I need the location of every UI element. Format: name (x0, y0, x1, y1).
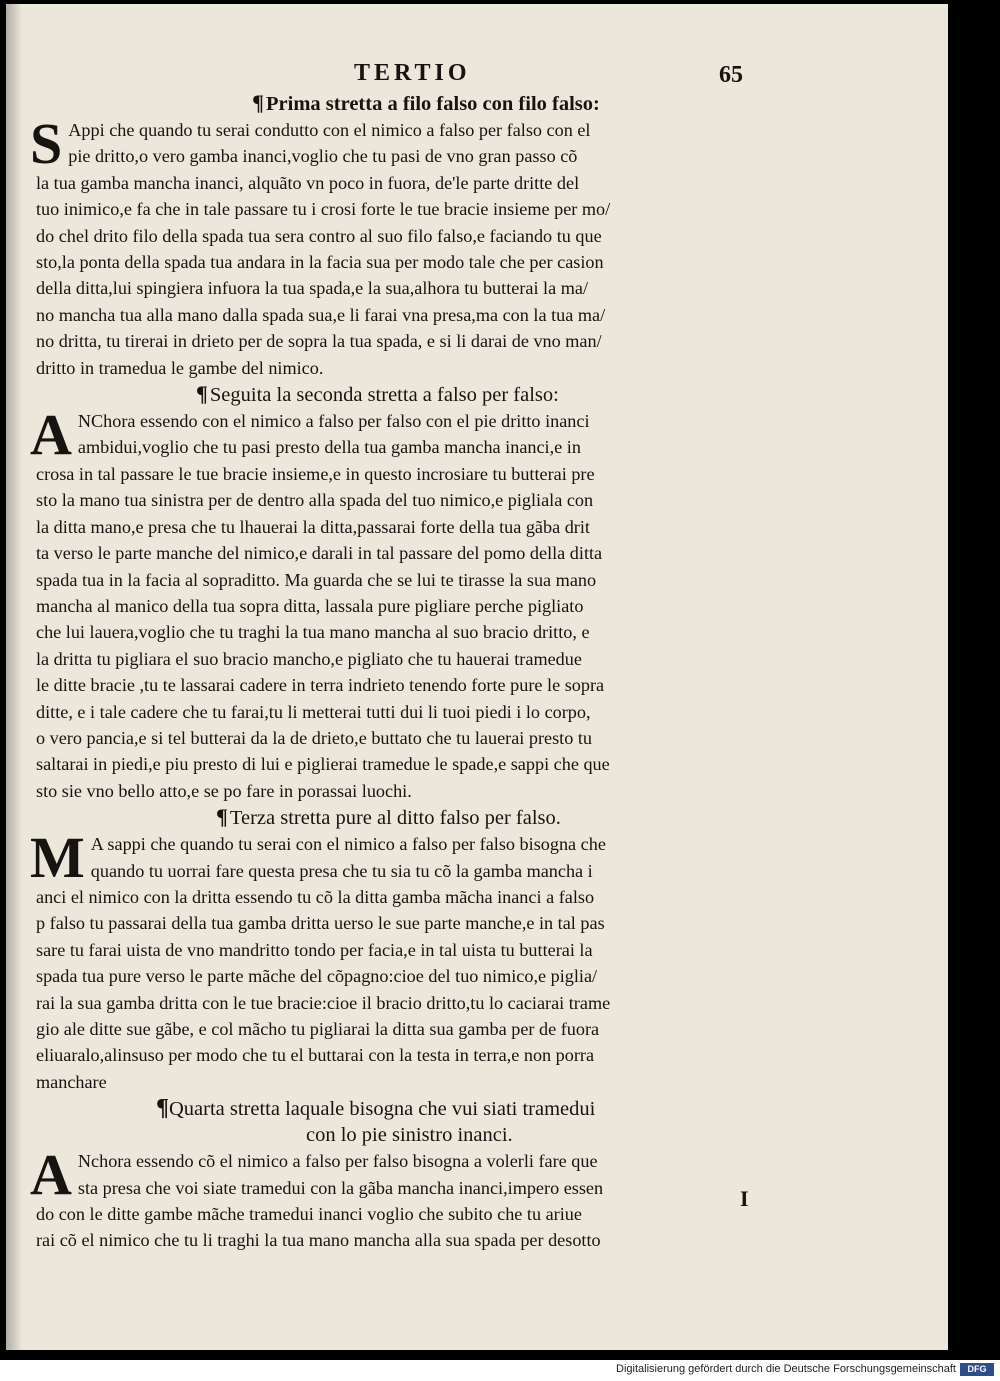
page-content (30, 60, 816, 1254)
text-line: sto,la ponta della spada tua andara in la facia sua per modo tale che per casion (36, 252, 604, 273)
text-line: p falso tu passarai della tua gamba dritta uerso le sue parte manche,e in tal pas (36, 913, 605, 934)
text-line: NChora essendo con el nimico a falso per falso con el pie dritto inanci (77, 411, 590, 432)
text-line: o vero pancia,e si tel butterai da la de drieto,e buttato che tu lauerai presto tu (36, 727, 593, 748)
dfg-logo: DFG (960, 1363, 994, 1376)
text-line: dritto in tramedua le gambe del nimico. (36, 357, 324, 378)
drop-initial: A (30, 402, 72, 468)
text-line: do con le ditte gambe mãche tramedui inanci voglio che subito che tu ariue (36, 1204, 582, 1225)
pilcrow-icon: ¶ (156, 1095, 169, 1122)
text-line: sta presa che voi siate tramedui con la gãba mancha inanci,impero essen (77, 1177, 604, 1198)
page-number: 65 (719, 62, 743, 88)
text-line: la ditta mano,e presa che tu lhauerai la ditta,passarai forte della tua gãba drit (36, 516, 590, 537)
page-gutter-shadow (6, 4, 22, 1350)
book-page (6, 4, 948, 1350)
text-line: sto la mano tua sinistra per de dentro alla spada del tuo nimico,e pigliala con (36, 490, 594, 511)
text-line: rai cõ el nimico che tu li traghi la tua mano mancha alla sua spada per desotto (36, 1230, 601, 1251)
text-line: mancha al manico della tua sopra ditta, lassala pure pigliare perche pigliato (36, 595, 584, 616)
text-line: ambidui,voglio che tu pasi presto della tua gamba mancha inanci,e in (77, 437, 581, 458)
drop-initial: A (30, 1142, 72, 1208)
text-line: manchare (36, 1071, 107, 1092)
pilcrow-icon: ¶ (196, 381, 208, 407)
text-line: crosa in tal passare le tue bracie insieme,e in questo incrosiare tu butterai pre (36, 463, 595, 484)
text-line: gio ale ditte sue gãbe, e col mãcho tu pigliarai la ditta sua gamba per de fuora (36, 1019, 600, 1039)
section-paragraph (30, 825, 816, 1095)
text-line: rai la sua gamba dritta con le tue bracie:cioe il bracio dritto,tu lo caciarai trame (36, 992, 611, 1013)
text-line: do chel drito filo della spada tua sera contro al suo filo falso,e faciando tu que (36, 225, 602, 246)
text-line: tuo inimico,e fa che in tale passare tu i crosi forte le tue bracie insieme per mo/ (36, 199, 611, 220)
text-line: della ditta,lui spingiera infuora la tua spada,e la sua,alhora tu butterai la ma/ (36, 278, 588, 299)
section-paragraph (30, 402, 816, 804)
section-heading: ¶Terza stretta pure al ditto falso per falso. (216, 804, 561, 830)
footer-bar (0, 1360, 1000, 1381)
text-line: no mancha tua alla mano dalla spada sua,e li farai vna presa,ma con la tua ma/ (36, 304, 606, 325)
text-line: Nchora essendo cõ el nimico a falso per falso bisogna a volerli fare que (77, 1151, 598, 1172)
running-head (36, 60, 816, 92)
drop-initial: S (30, 111, 63, 176)
text-line: anci el nimico con la dritta essendo tu cõ la ditta gamba mãcha inanci a falso (36, 886, 595, 907)
text-line: la dritta tu pigliara el suo bracio mancho,e pigliato che tu hauerai tramedue (36, 648, 582, 669)
section-paragraph (30, 1142, 816, 1254)
text-line: sare tu farai uista de vno mandritto tondo per facia,e in tal uista tu butterai la (36, 939, 593, 960)
pilcrow-icon: ¶ (216, 804, 228, 830)
text-line: A sappi che quando tu serai con el nimico a falso per falso bisogna che (90, 834, 606, 855)
section-heading: ¶Seguita la seconda stretta a falso per falso: (196, 381, 559, 407)
text-line: spada tua in la facia al sopraditto. Ma guarda che se lui te tirasse la sua mano (36, 569, 597, 590)
text-line: no dritta, tu tirerai in drieto per de sopra la tua spada, e si li darai de vno man/ (36, 331, 602, 352)
drop-initial: M (30, 825, 85, 891)
text-line: che lui lauera,voglio che tu traghi la tua mano mancha al suo bracio dritto, e (36, 622, 590, 643)
footer-credit: Digitalisierung gefördert durch die Deutsche Forschungsgemeinschaft (616, 1363, 956, 1375)
text-line: ta verso le parte manche del nimico,e darali in tal passare del pomo della ditta (36, 543, 603, 564)
text-line: pie dritto,o vero gamba inanci,voglio che tu pasi de vno gran passo cõ (68, 146, 578, 167)
section-heading: ¶Quarta stretta laquale bisogna che vui siati tramedui (156, 1095, 596, 1122)
text-line: la tua gamba mancha inanci, alquãto vn poco in fuora, de'le parte dritte del (36, 172, 580, 193)
text-line: saltarai in piedi,e piu presto di lui e piglierai tramedue le spade,e sappi che que (36, 754, 610, 775)
text-line: quando tu uorrai fare questa presa che tu sia tu cõ la gamba mancha i (90, 860, 593, 881)
text-line: Appi che quando tu serai condutto con el nimico a falso per falso con el (68, 120, 591, 140)
running-title: TERTIO (354, 60, 471, 86)
section-heading: ¶Prima stretta a filo falso con filo falso: (252, 90, 600, 115)
signature-mark: I (740, 1186, 749, 1211)
text-line: le ditte bracie ,tu te lassarai cadere in terra indrieto tenendo forte pure le sopra (36, 675, 605, 696)
section-paragraph (30, 111, 816, 381)
scan-edge (948, 0, 1000, 1350)
text-line: eliuaralo,alinsuso per modo che tu el buttarai con la testa in terra,e non porra (36, 1045, 595, 1066)
section-heading-continued: con lo pie sinistro inanci. (306, 1124, 513, 1147)
text-line: sto sie vno bello atto,e se po fare in porassai luochi. (36, 780, 412, 801)
text-line: spada tua pure verso le parte mãche del cõpagno:cioe del tuo nimico,e piglia/ (36, 966, 598, 987)
text-line: ditte, e i tale cadere che tu farai,tu li metterai tutti dui li tuoi piedi i lo corpo, (36, 701, 591, 722)
pilcrow-icon: ¶ (252, 90, 265, 115)
